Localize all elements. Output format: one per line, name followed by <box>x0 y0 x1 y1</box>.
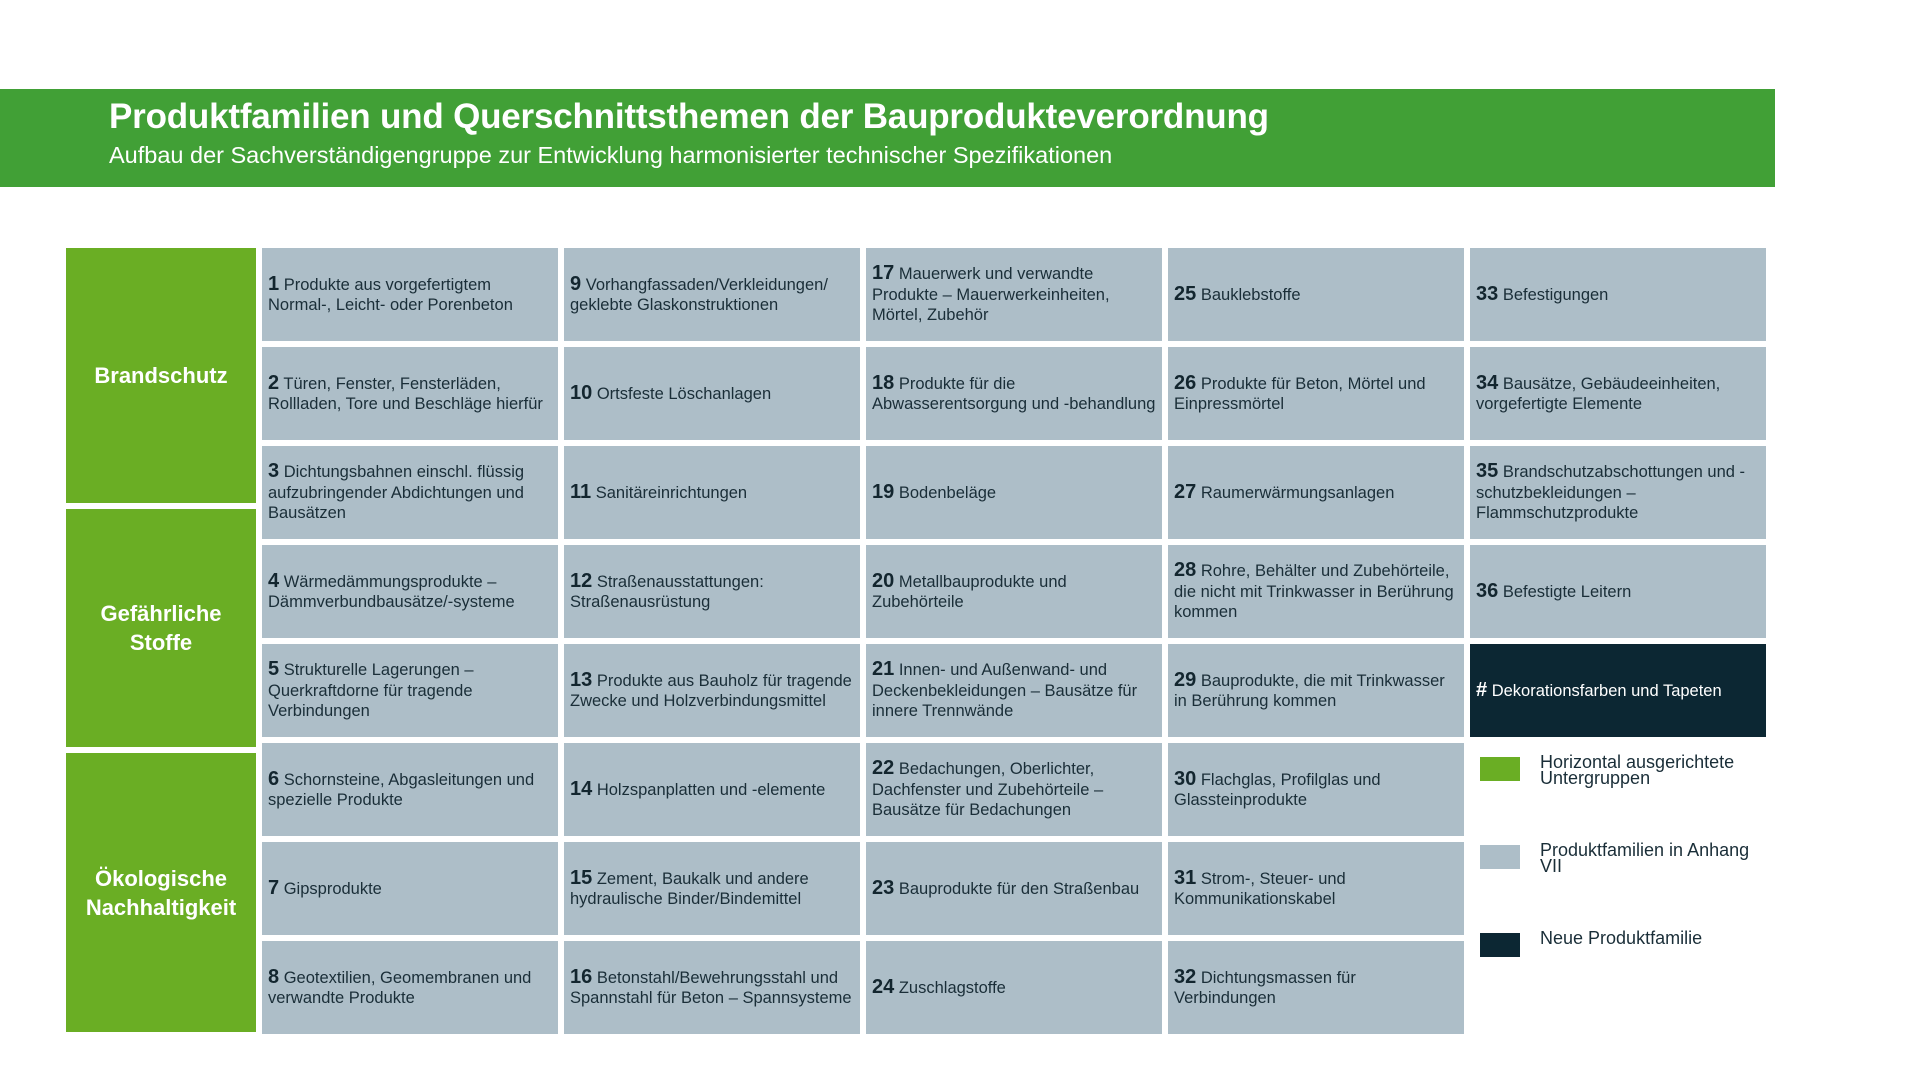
product-family-cell: 26 Produkte für Beton, Mörtel und Einpressmörtel <box>1168 347 1464 440</box>
product-family-cell: 29 Bauprodukte, die mit Trinkwasser in Berührung kommen <box>1168 644 1464 737</box>
page-title: Produktfamilien und Querschnittsthemen der Bauprodukteverordnung <box>109 97 1269 136</box>
product-family-cell: 31 Strom-, Steuer- und Kommunikationskabel <box>1168 842 1464 935</box>
product-family-cell: 16 Betonstahl/Bewehrungsstahl und Spannstahl für Beton – Spannsysteme <box>564 941 860 1034</box>
product-family-cell: 13 Produkte aus Bauholz für tragende Zwecke und Holzverbindungsmittel <box>564 644 860 737</box>
legend-item-new-family: Neue Produktfamilie <box>1480 933 1770 973</box>
new-product-family-cell: # Dekorationsfarben und Tapeten <box>1470 644 1766 737</box>
header-banner <box>0 89 1775 187</box>
product-family-cell: 7 Gipsprodukte <box>262 842 558 935</box>
product-family-cell: 21 Innen- und Außenwand- und Deckenbekleidungen – Bausätze für innere Trennwände <box>866 644 1162 737</box>
product-family-cell: 3 Dichtungsbahnen einschl. flüssig aufzubringender Abdichtungen und Bausätzen <box>262 446 558 539</box>
product-family-cell: 11 Sanitäreinrichtungen <box>564 446 860 539</box>
legend-swatch-gray <box>1480 845 1520 869</box>
product-family-cell: 5 Strukturelle Lagerungen – Querkraftdorne für tragende Verbindungen <box>262 644 558 737</box>
category-oekologische-nachhaltigkeit: Ökologische Nachhaltigkeit <box>66 753 256 1032</box>
legend-item-annex-vii: Produktfamilien in Anhang VII <box>1480 845 1770 885</box>
product-family-cell: 25 Bauklebstoffe <box>1168 248 1464 341</box>
product-family-cell: 27 Raumerwärmungsanlagen <box>1168 446 1464 539</box>
product-family-cell: 12 Straßenausstattungen: Straßenausrüstung <box>564 545 860 638</box>
product-family-cell: 9 Vorhangfassaden/Verkleidungen/ geklebte Glaskonstruktionen <box>564 248 860 341</box>
product-family-cell: 36 Befestigte Leitern <box>1470 545 1766 638</box>
product-family-cell: 30 Flachglas, Profilglas und Glassteinprodukte <box>1168 743 1464 836</box>
product-family-cell: 18 Produkte für die Abwasserentsorgung und -behandlung <box>866 347 1162 440</box>
product-family-cell: 34 Bausätze, Gebäudeeinheiten, vorgefertigte Elemente <box>1470 347 1766 440</box>
product-family-cell: 1 Produkte aus vorgefertigtem Normal-, Leicht- oder Porenbeton <box>262 248 558 341</box>
product-family-cell: 8 Geotextilien, Geomembranen und verwandte Produkte <box>262 941 558 1034</box>
product-family-cell: 15 Zement, Baukalk und andere hydraulische Binder/Bindemittel <box>564 842 860 935</box>
product-family-cell: 10 Ortsfeste Löschanlagen <box>564 347 860 440</box>
category-gefaehrliche-stoffe: Gefährliche Stoffe <box>66 509 256 747</box>
product-family-cell: 28 Rohre, Behälter und Zubehörteile, die nicht mit Trinkwasser in Berührung kommen <box>1168 545 1464 638</box>
product-family-cell: 22 Bedachungen, Oberlichter, Dachfenster und Zubehörteile – Bausätze für Bedachungen <box>866 743 1162 836</box>
legend-item-subgroups: Horizontal ausgerichtete Untergruppen <box>1480 757 1770 797</box>
legend-swatch-dark <box>1480 933 1520 957</box>
product-family-cell: 19 Bodenbeläge <box>866 446 1162 539</box>
product-family-cell: 4 Wärmedämmungsprodukte – Dämmverbundbausätze/-systeme <box>262 545 558 638</box>
product-family-cell: 35 Brandschutzabschottungen und -schutzbekleidungen – Flammschutzprodukte <box>1470 446 1766 539</box>
product-family-cell: 24 Zuschlagstoffe <box>866 941 1162 1034</box>
category-brandschutz: Brandschutz <box>66 248 256 503</box>
product-family-cell: 6 Schornsteine, Abgasleitungen und spezielle Produkte <box>262 743 558 836</box>
product-family-cell: 14 Holzspanplatten und -elemente <box>564 743 860 836</box>
product-family-cell: 17 Mauerwerk und verwandte Produkte – Mauerwerkeinheiten, Mörtel, Zubehör <box>866 248 1162 341</box>
product-family-cell: 20 Metallbauprodukte und Zubehörteile <box>866 545 1162 638</box>
product-family-cell: 2 Türen, Fenster, Fensterläden, Rollladen, Tore und Beschläge hierfür <box>262 347 558 440</box>
legend-swatch-green <box>1480 757 1520 781</box>
product-family-cell: 33 Befestigungen <box>1470 248 1766 341</box>
page-subtitle: Aufbau der Sachverständigengruppe zur Entwicklung harmonisierter technischer Spezifikationen <box>109 142 1113 168</box>
product-family-cell: 32 Dichtungsmassen für Verbindungen <box>1168 941 1464 1034</box>
product-family-cell: 23 Bauprodukte für den Straßenbau <box>866 842 1162 935</box>
